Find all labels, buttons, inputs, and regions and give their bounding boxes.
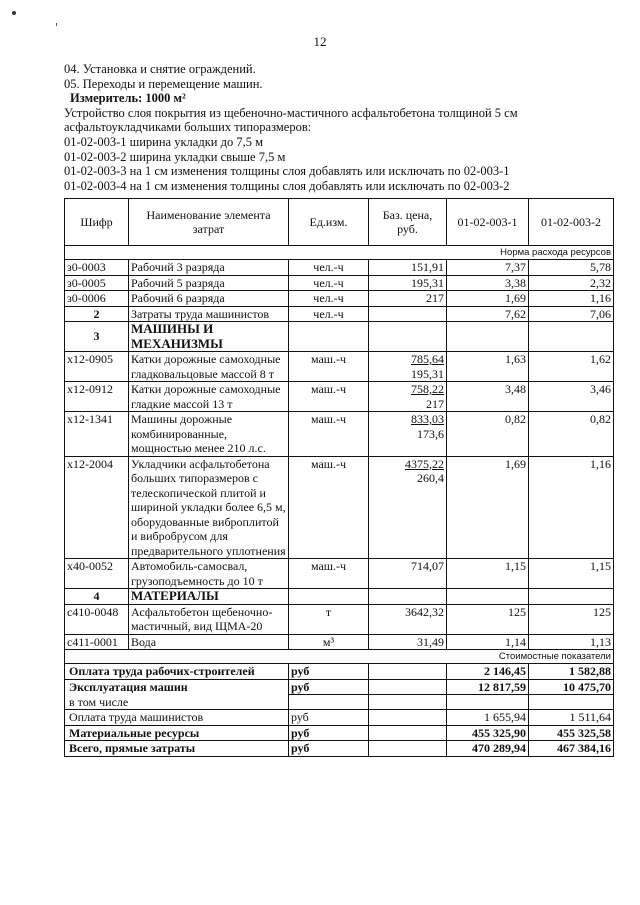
summary-v1: 12 817,59	[447, 679, 529, 695]
row-v1: 1,15	[447, 559, 529, 589]
scan-dot	[12, 11, 16, 15]
row-v2: 0,82	[529, 412, 614, 457]
row-v1: 7,37	[447, 260, 529, 276]
price-labor: 173,6	[417, 426, 444, 441]
summary-v1: 455 325,90	[447, 725, 529, 741]
section-row	[65, 306, 614, 322]
row-name: Укладчики асфальтобетона больших типоразмеров с телескопической плитой и шириной укладки более 6,5 м, оборудованные виброплитой и вибробрусом для предварительного уплотнения	[129, 456, 289, 559]
table-row	[65, 604, 614, 634]
row-v1: 1,69	[447, 291, 529, 307]
summary-name: Оплата труда машинистов	[65, 710, 289, 726]
intro-line: 01-02-003-4 на 1 см изменения толщины слоя добавлять или исключать по 02-003-2	[64, 178, 510, 193]
price-labor: 195,31	[411, 366, 444, 381]
row-v1: 7,62	[447, 306, 529, 322]
intro-block	[64, 62, 624, 193]
row-unit: маш.-ч	[289, 382, 369, 412]
row-unit: маш.-ч	[289, 412, 369, 457]
section-code: 4	[65, 589, 129, 605]
row-price: 714,07	[369, 559, 447, 589]
row-code: с411-0001	[65, 634, 129, 650]
summary-name: в том числе	[65, 695, 289, 710]
table-row	[65, 412, 614, 457]
cost-note: Стоимостные показатели	[65, 650, 614, 664]
row-v1: 1,69	[447, 456, 529, 559]
price-total: 4375,22	[405, 456, 444, 471]
header-col2: 01-02-003-2	[529, 199, 614, 246]
table-row	[65, 382, 614, 412]
row-v1: 1,63	[447, 352, 529, 382]
row-unit: м³	[289, 634, 369, 650]
header-price: Баз. цена, руб.	[369, 199, 447, 246]
summary-unit: руб	[289, 679, 369, 695]
row-code: х12-2004	[65, 456, 129, 559]
intro-line: 05. Переходы и перемещение машин.	[64, 76, 263, 91]
table-row	[65, 456, 614, 559]
summary-v2: 1 511,64	[529, 710, 614, 726]
summary-unit: руб	[289, 725, 369, 741]
row-name: Автомобиль-самосвал, грузоподъемность до 10 т	[129, 559, 289, 589]
summary-row	[65, 725, 614, 741]
table-row	[65, 634, 614, 650]
price-total: 833,03	[411, 412, 444, 426]
row-price: 3642,32	[369, 604, 447, 634]
scan-mark	[56, 23, 57, 26]
row-unit: т	[289, 604, 369, 634]
section-code: 2	[65, 306, 129, 322]
row-v2: 7,06	[529, 306, 614, 322]
row-v1: 3,48	[447, 382, 529, 412]
row-v2: 1,62	[529, 352, 614, 382]
summary-row	[65, 679, 614, 695]
row-v2: 1,16	[529, 456, 614, 559]
row-price: 217	[369, 291, 447, 307]
intro-line: 04. Установка и снятие ограждений.	[64, 62, 256, 76]
row-unit: маш.-ч	[289, 559, 369, 589]
row-name: Вода	[129, 634, 289, 650]
row-name: Машины дорожные комбинированные, мощностью менее 210 л.с.	[129, 412, 289, 457]
row-name: Катки дорожные самоходные гладкие массой 13 т	[129, 382, 289, 412]
row-unit: маш.-ч	[289, 352, 369, 382]
row-code: х12-0912	[65, 382, 129, 412]
price-labor: 260,4	[417, 471, 444, 485]
row-price: 31,49	[369, 634, 447, 650]
row-code: з0-0003	[65, 260, 129, 276]
row-code: х12-1341	[65, 412, 129, 457]
row-price	[369, 412, 447, 457]
row-v1: 125	[447, 604, 529, 634]
row-code: х40-0052	[65, 559, 129, 589]
summary-name: Материальные ресурсы	[65, 725, 289, 741]
table-row	[65, 275, 614, 291]
summary-unit: руб	[289, 664, 369, 680]
row-v2: 1,13	[529, 634, 614, 650]
summary-v2: 455 325,58	[529, 725, 614, 741]
row-v2: 1,16	[529, 291, 614, 307]
price-total: 758,22	[411, 382, 444, 396]
summary-row	[65, 710, 614, 726]
row-v2: 2,32	[529, 275, 614, 291]
section-row	[65, 322, 614, 352]
row-price	[369, 352, 447, 382]
section-row	[65, 589, 614, 605]
row-name: Рабочий 6 разряда	[129, 291, 289, 307]
summary-v2	[529, 695, 614, 710]
summary-unit	[289, 695, 369, 710]
row-name: Рабочий 3 разряда	[129, 260, 289, 276]
row-code: з0-0006	[65, 291, 129, 307]
row-v1: 1,14	[447, 634, 529, 650]
row-price: 195,31	[369, 275, 447, 291]
intro-line: 01-02-003-3 на 1 см изменения толщины слоя добавлять или исключать по 02-003-1	[64, 164, 510, 179]
summary-row	[65, 695, 614, 710]
row-unit: чел.-ч	[289, 306, 369, 322]
intro-line: асфальтоукладчиками больших типоразмеров:	[64, 120, 312, 135]
summary-v1: 470 289,94	[447, 741, 529, 757]
row-v1: 0,82	[447, 412, 529, 457]
measure-unit: Измеритель: 1000 м²	[70, 91, 186, 106]
norm-note: Норма расхода ресурсов	[65, 246, 614, 260]
summary-unit: руб	[289, 741, 369, 757]
price-total: 785,64	[411, 352, 444, 366]
row-unit: чел.-ч	[289, 275, 369, 291]
row-price	[369, 456, 447, 559]
row-unit: маш.-ч	[289, 456, 369, 559]
summary-v1: 2 146,45	[447, 664, 529, 680]
table-row	[65, 291, 614, 307]
summary-unit: руб	[289, 710, 369, 726]
summary-v2: 467 384,16	[529, 741, 614, 757]
summary-v2: 10 475,70	[529, 679, 614, 695]
summary-name: Всего, прямые затраты	[65, 741, 289, 757]
section-title: МАШИНЫ И МЕХАНИЗМЫ	[129, 322, 289, 352]
row-v2: 1,15	[529, 559, 614, 589]
intro-line: 01-02-003-1 ширина укладки до 7,5 м	[64, 134, 263, 149]
row-v2: 3,46	[529, 382, 614, 412]
row-code: с410-0048	[65, 604, 129, 634]
header-unit: Ед.изм.	[289, 199, 369, 246]
summary-name: Эксплуатация машин	[65, 679, 289, 695]
row-code: х12-0905	[65, 352, 129, 382]
section-title: МАТЕРИАЛЫ	[129, 589, 289, 605]
intro-line: Устройство слоя покрытия из щебеночно-мастичного асфальтобетона толщиной 5 см	[64, 105, 518, 120]
row-code: з0-0005	[65, 275, 129, 291]
row-v1: 3,38	[447, 275, 529, 291]
row-v2: 125	[529, 604, 614, 634]
summary-v1: 1 655,94	[447, 710, 529, 726]
table-header-row	[65, 199, 614, 246]
summary-row	[65, 741, 614, 757]
row-name: Катки дорожные самоходные гладковальцовые массой 8 т	[129, 352, 289, 382]
section-code: 3	[65, 322, 129, 352]
row-name: Асфальтобетон щебеночно-мастичный, вид ЩМА-20	[129, 604, 289, 634]
intro-line: 01-02-003-2 ширина укладки свыше 7,5 м	[64, 149, 286, 164]
row-unit: чел.-ч	[289, 260, 369, 276]
header-name: Наименование элемента затрат	[129, 199, 289, 246]
price-labor: 217	[426, 396, 444, 411]
table-row	[65, 352, 614, 382]
row-name: Рабочий 5 разряда	[129, 275, 289, 291]
row-price	[369, 382, 447, 412]
section-name: Затраты труда машинистов	[129, 306, 289, 322]
resource-table	[64, 198, 614, 757]
summary-v1	[447, 695, 529, 710]
summary-row	[65, 664, 614, 680]
row-unit: чел.-ч	[289, 291, 369, 307]
row-v2: 5,78	[529, 260, 614, 276]
header-code: Шифр	[65, 199, 129, 246]
table-row	[65, 260, 614, 276]
page-number: 12	[313, 34, 327, 49]
summary-name: Оплата труда рабочих-строителей	[65, 664, 289, 680]
row-price: 151,91	[369, 260, 447, 276]
summary-v2: 1 582,88	[529, 664, 614, 680]
header-col1: 01-02-003-1	[447, 199, 529, 246]
table-row	[65, 559, 614, 589]
